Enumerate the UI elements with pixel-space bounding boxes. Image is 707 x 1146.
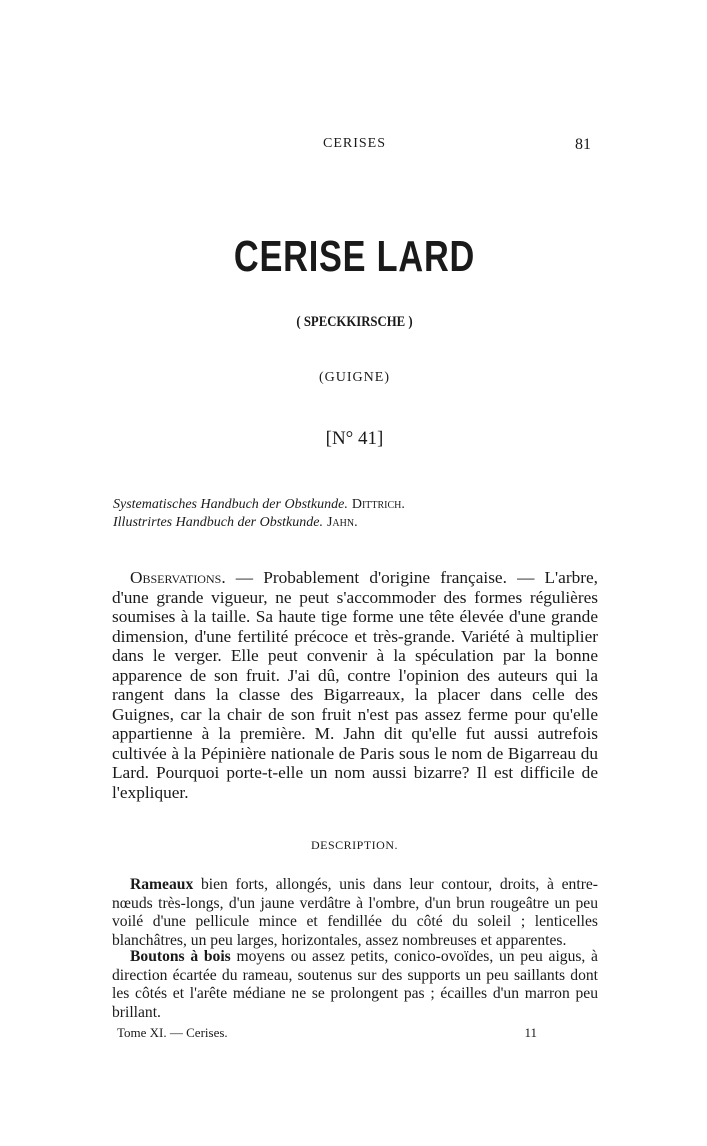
description-heading: DESCRIPTION.: [310, 838, 398, 852]
observations-text: — Probablement d'origine française. — L'arbre, d'une grande vigueur, ne peut s'accommoder des formes régulières soumises à la taille. Sa haute tige forme une tête élevée d'une grande dimension, d'une fertilité précoce et très-grande. Variété à multiplier dans le verger. Elle peut convenir à la spéculation par la bonne apparence de son fruit. J'ai dû, contre l'opinion des auteurs qui la rangent dans la classe des Bigarreaux, la placer dans celle des Guignes, car la chair de son fruit n'est pas assez ferme pour qu'elle appartienne à la première. M. Jahn dit qu'elle fut aussi autrefois cultivée à la Pépinière nationale de Paris sous le nom de Bigarreau du Lard. Pourquoi porte-t-elle un nom aussi bizarre? Il est difficile de l'expliquer.: [112, 568, 598, 802]
reference-author: Jahn.: [326, 515, 358, 530]
reference-author: Dittrich.: [351, 497, 405, 512]
page-title: CERISE LARD: [233, 232, 476, 281]
german-name: ( SPECKKIRSCHE ): [296, 314, 413, 330]
description-term: Rameaux: [130, 876, 194, 893]
reference: [113, 496, 598, 514]
volume-label: Tome XI. — Cerises.: [117, 1025, 228, 1040]
reference-work: Systematisches Handbuch der Obstkunde.: [113, 497, 348, 512]
description-paragraph: [112, 876, 598, 950]
references: [113, 496, 598, 532]
running-title: CERISES: [322, 136, 386, 151]
reference: [113, 514, 598, 532]
page-number: 81: [575, 136, 591, 153]
description-term: Boutons à bois: [130, 948, 231, 965]
description-text: bien forts, allongés, unis dans leur contour, droits, à entre-nœuds très-longs, d'un jaune verdâtre à l'ombre, d'un brun rougeâtre un peu voilé d'une pellicule mince et fendillée du côté du soleil ; lenticelles blanchâtres, un peu larges, horizontales, assez nombreuses et apparentes.: [112, 876, 598, 949]
description-text: moyens ou assez petits, conico-ovoïdes, un peu aigus, à direction écartée du rameau, soutenus sur des supports un peu saillants dont les côtés et l'arête médiane ne se prolongent pas ; écailles d'un marron peu brillant.: [112, 948, 598, 1021]
reference-work: Illustrirtes Handbuch der Obstkunde.: [113, 515, 323, 530]
observations-paragraph: [112, 568, 598, 802]
catalog-number: [N° 41]: [325, 428, 384, 449]
observations-label: Observations.: [130, 568, 226, 587]
description-paragraph: [112, 948, 598, 1022]
group-name: (GUIGNE): [319, 370, 390, 385]
page-footer: [117, 1025, 537, 1041]
signature-mark: 11: [524, 1025, 537, 1040]
running-header: [112, 136, 597, 156]
